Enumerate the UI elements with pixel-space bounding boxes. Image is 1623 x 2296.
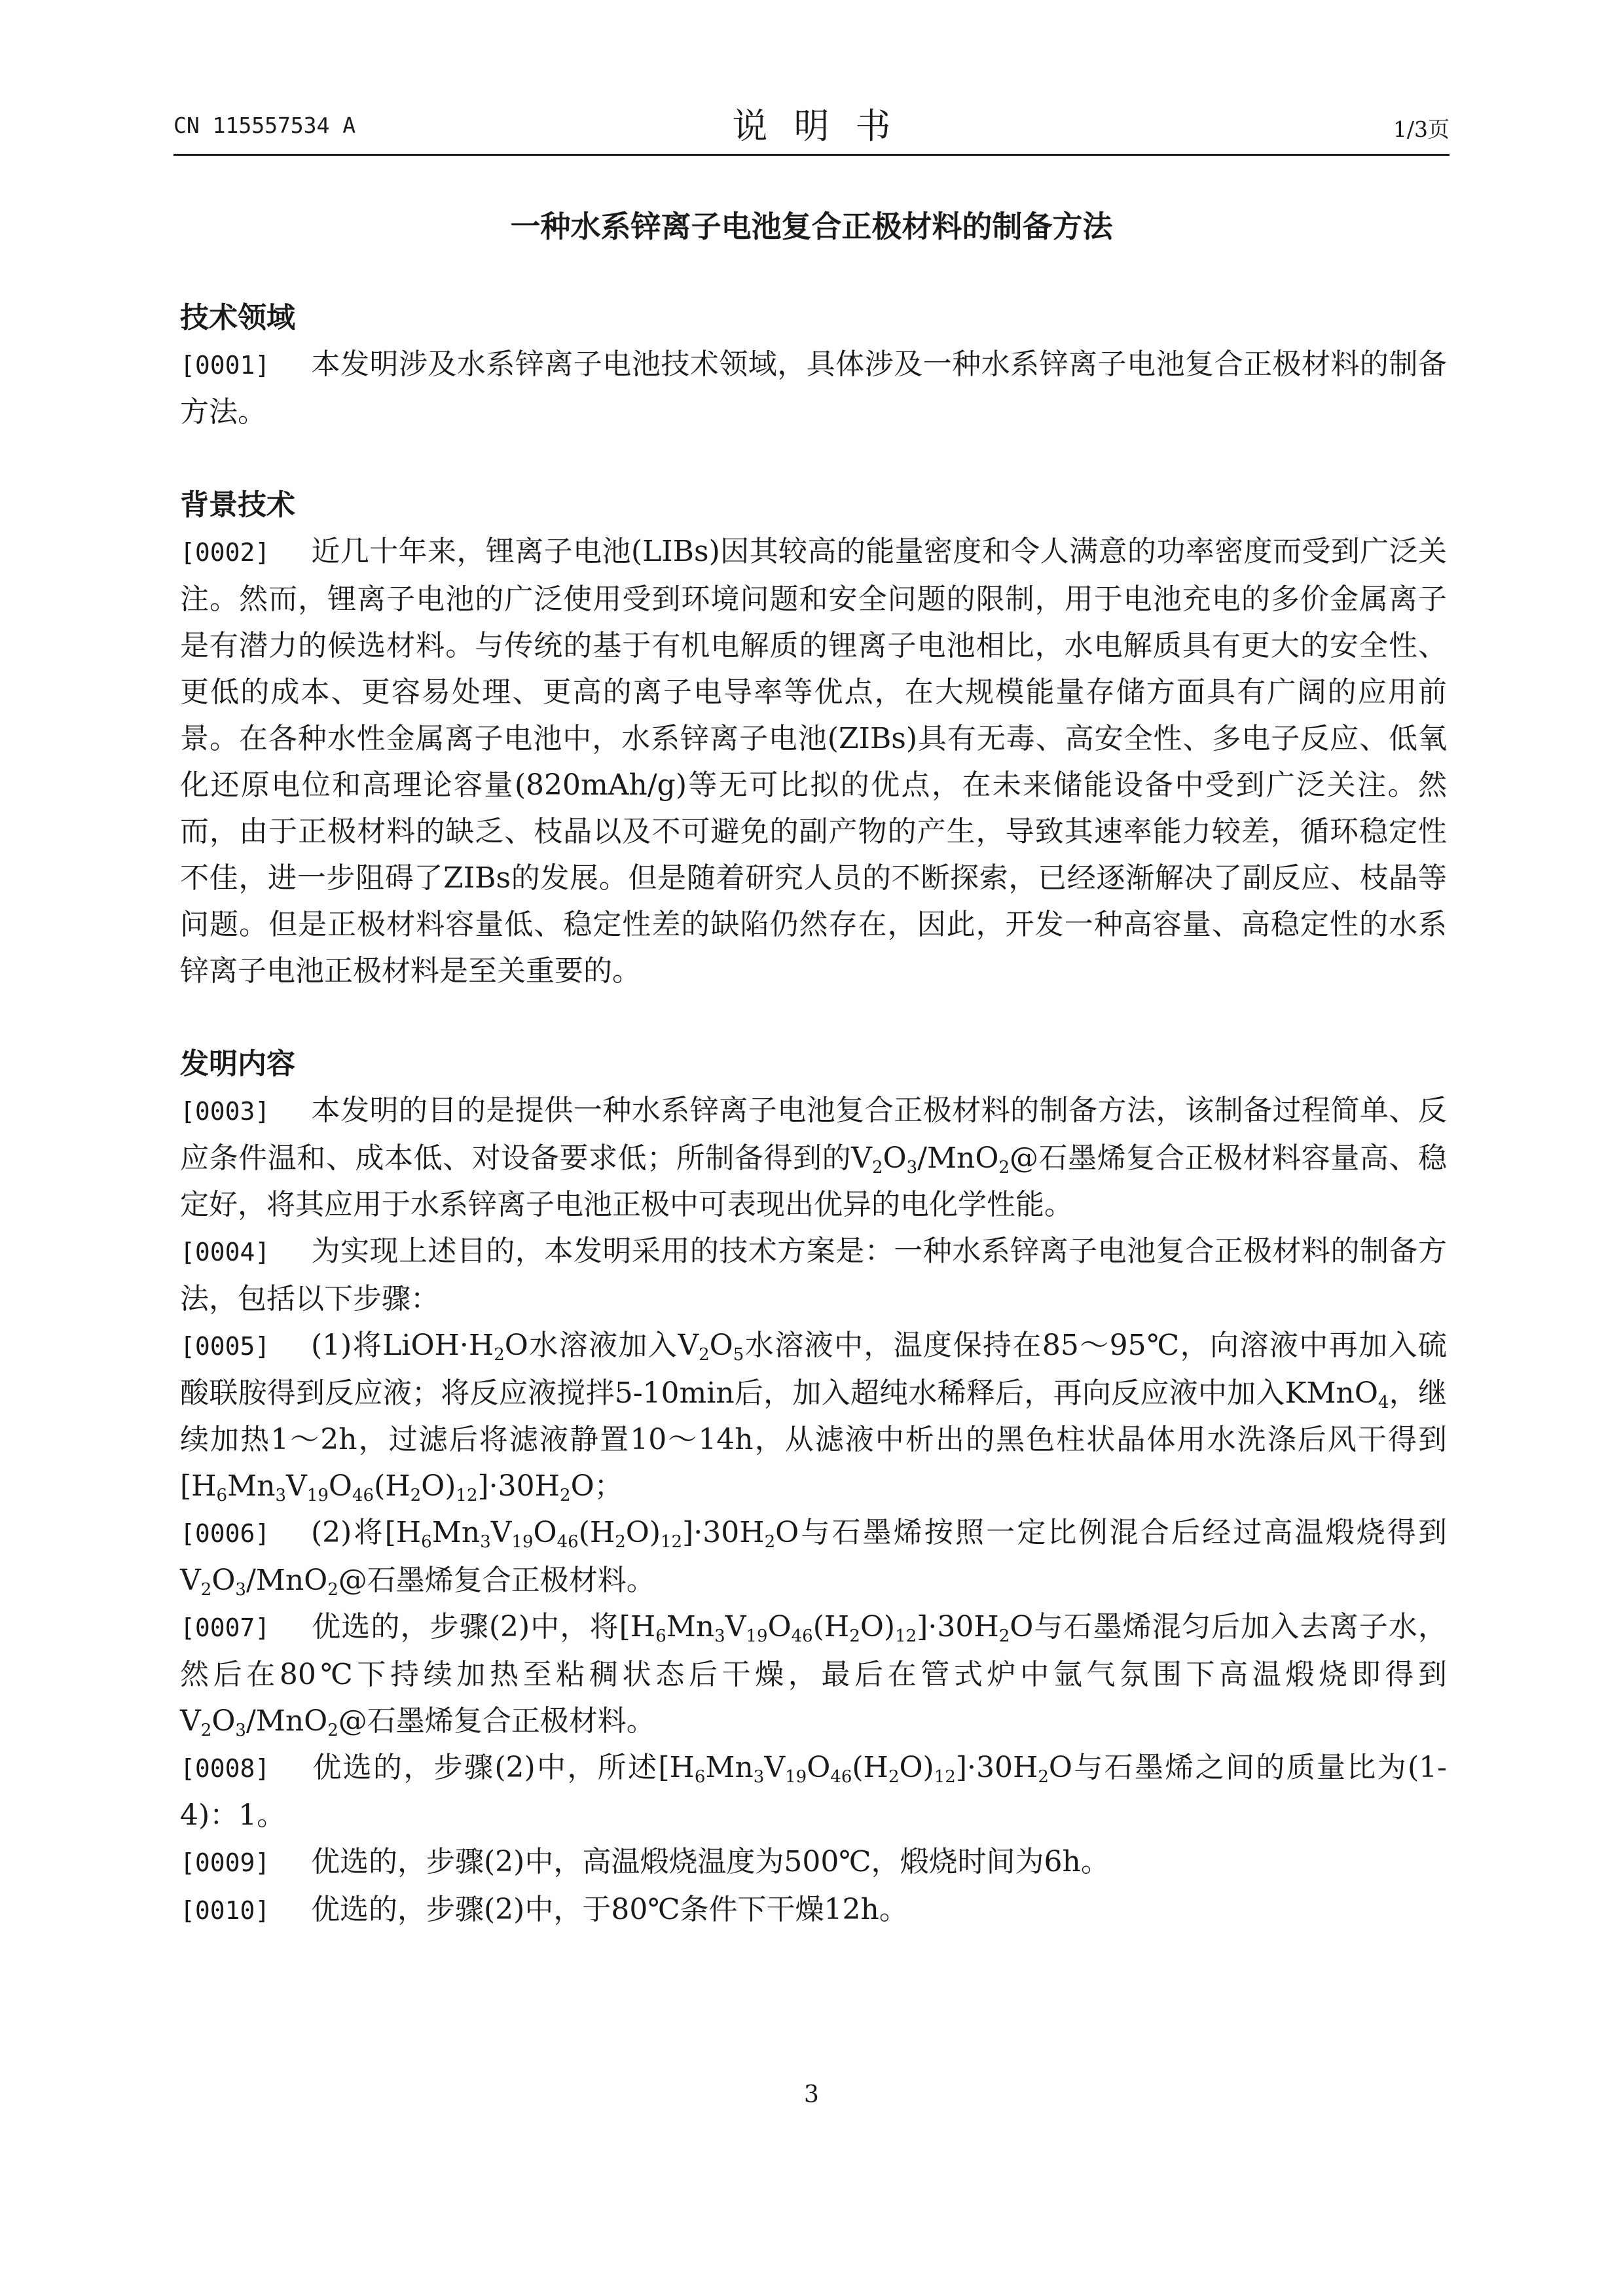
text-run: Mn bbox=[431, 1516, 481, 1549]
paragraph-0005 bbox=[180, 1322, 1447, 1509]
text-run: V bbox=[286, 1469, 307, 1503]
subscript: 12 bbox=[934, 1767, 956, 1787]
subscript: 2 bbox=[699, 1345, 710, 1365]
text-run: @石墨烯复合正极材料容量高、稳定好，将其应用于水系锌离子电池正极中可表现出优异的电化学性能。 bbox=[180, 1141, 1448, 1221]
text-run: Mn bbox=[666, 1610, 715, 1643]
text-run: /MnO bbox=[917, 1141, 999, 1175]
subscript: 6 bbox=[421, 1532, 432, 1552]
subscript: 2 bbox=[764, 1532, 776, 1552]
subscript: 46 bbox=[791, 1626, 813, 1646]
paragraph-0006 bbox=[180, 1509, 1447, 1604]
paragraph-number: [0009] bbox=[180, 1848, 270, 1877]
paragraph-text: 本发明涉及水系锌离子电池技术领域，具体涉及一种水系锌离子电池复合正极材料的制备方法。 bbox=[180, 348, 1447, 429]
text-run: O与石墨烯之间的质量比为(1-4)：1。 bbox=[180, 1751, 1447, 1832]
text-run: (H bbox=[852, 1751, 888, 1784]
subscript: 6 bbox=[216, 1486, 228, 1505]
paragraph-0007 bbox=[180, 1604, 1447, 1744]
text-run: O bbox=[709, 1329, 733, 1362]
text-run: O) bbox=[625, 1516, 661, 1549]
text-run: Mn bbox=[705, 1751, 754, 1784]
text-run: V bbox=[725, 1610, 746, 1643]
paragraph-number: [0004] bbox=[180, 1238, 270, 1266]
page-header bbox=[173, 98, 1450, 151]
text-run: O与石墨烯按照一定比例混合后经过高温煅烧得到V bbox=[180, 1516, 1447, 1597]
document-type: 说明书 bbox=[732, 105, 917, 147]
text-run: 优选的，步骤(2)中，将[H bbox=[311, 1610, 656, 1643]
paragraph-0004 bbox=[180, 1228, 1447, 1322]
section-heading-background: 背景技术 bbox=[180, 488, 295, 522]
paragraph-0009 bbox=[180, 1839, 1447, 1886]
subscript: 2 bbox=[615, 1532, 626, 1552]
subscript: 19 bbox=[306, 1486, 329, 1505]
section-heading-technical-field: 技术领域 bbox=[180, 301, 295, 334]
text-run: O bbox=[211, 1564, 236, 1597]
subscript: 12 bbox=[895, 1626, 917, 1646]
paragraph-text: 优选的，步骤(2)中，高温煅烧温度为500℃，煅烧时间为6h。 bbox=[311, 1845, 1110, 1878]
paragraph-text: 为实现上述目的，本发明采用的技术方案是：一种水系锌离子电池复合正极材料的制备方法，包括以下步骤： bbox=[180, 1234, 1447, 1316]
paragraph-0008 bbox=[180, 1744, 1447, 1839]
subscript: 3 bbox=[235, 1721, 246, 1740]
paragraph-number: [0007] bbox=[180, 1613, 270, 1642]
paragraph-0003 bbox=[180, 1087, 1447, 1228]
paragraph-number: [0006] bbox=[180, 1519, 270, 1548]
text-run: O) bbox=[899, 1751, 934, 1784]
paragraph-0010 bbox=[180, 1886, 1447, 1934]
subscript: 2 bbox=[327, 1721, 338, 1740]
subscript: 3 bbox=[906, 1158, 918, 1177]
subscript: 3 bbox=[275, 1486, 287, 1505]
paragraph-number: [0002] bbox=[180, 538, 270, 567]
text-run: 本发明的目的是提供一种水系锌离子电池复合正极材料的制备方法，该制备过程简单、反应条件温和、成本低、对设备要求低；所制备得到的V bbox=[180, 1094, 1447, 1175]
subscript: 46 bbox=[352, 1486, 374, 1505]
subscript: 2 bbox=[327, 1580, 338, 1600]
text-run: (H bbox=[812, 1610, 850, 1643]
text-run: (2)将[H bbox=[311, 1516, 422, 1549]
subscript: 5 bbox=[733, 1345, 744, 1365]
text-run: Mn bbox=[227, 1469, 276, 1503]
subscript: 19 bbox=[511, 1532, 534, 1552]
subscript: 46 bbox=[556, 1532, 579, 1552]
text-run: O) bbox=[860, 1610, 896, 1643]
text-run: ]·30H bbox=[917, 1610, 999, 1643]
subscript: 2 bbox=[560, 1486, 571, 1505]
subscript: 19 bbox=[785, 1767, 807, 1787]
text-run: (1)将LiOH·H bbox=[311, 1329, 494, 1362]
paragraph-number: [0008] bbox=[180, 1754, 270, 1783]
subscript: 2 bbox=[200, 1580, 212, 1600]
paragraph-text: 优选的，步骤(2)中，于80℃条件下干燥12h。 bbox=[311, 1893, 908, 1926]
subscript: 19 bbox=[746, 1626, 768, 1646]
subscript: 2 bbox=[849, 1626, 860, 1646]
paragraph-0001 bbox=[180, 341, 1447, 435]
subscript: 3 bbox=[714, 1626, 725, 1646]
subscript: 4 bbox=[1377, 1393, 1389, 1412]
text-run: O bbox=[533, 1516, 557, 1549]
text-run: 水溶液中，温度保持在85～95℃，向溶液中再加入硫酸联胺得到反应液；将反应液搅拌5-10min后，加入超纯水稀释后，再向反应液中加入KMnO bbox=[180, 1329, 1447, 1410]
subscript: 2 bbox=[871, 1158, 883, 1177]
text-run: ，继续加热1～2h，过滤后将滤液静置10～14h，从滤液中析出的黑色柱状晶体用水洗涤后风干得到[H bbox=[180, 1376, 1447, 1503]
text-run: O bbox=[883, 1141, 907, 1175]
text-run: O bbox=[211, 1704, 236, 1738]
subscript: 12 bbox=[456, 1486, 478, 1505]
paragraph-number: [0005] bbox=[180, 1332, 270, 1361]
text-run: O) bbox=[421, 1469, 456, 1503]
text-run: (H bbox=[578, 1516, 615, 1549]
subscript: 2 bbox=[998, 1626, 1010, 1646]
subscript: 2 bbox=[888, 1767, 900, 1787]
subscript: 2 bbox=[410, 1486, 422, 1505]
subscript: 3 bbox=[480, 1532, 491, 1552]
section-heading-invention: 发明内容 bbox=[180, 1047, 295, 1081]
paragraph-number: [0001] bbox=[180, 351, 270, 380]
text-run: ]·30H bbox=[955, 1751, 1038, 1784]
page-indicator: 1/3页 bbox=[1393, 117, 1450, 142]
subscript: 6 bbox=[655, 1626, 666, 1646]
subscript: 2 bbox=[200, 1721, 212, 1740]
text-run: O水溶液加入V bbox=[504, 1329, 699, 1362]
subscript: 3 bbox=[235, 1580, 246, 1600]
header-rule bbox=[173, 154, 1450, 156]
text-run: (H bbox=[374, 1469, 410, 1503]
subscript: 3 bbox=[753, 1767, 765, 1787]
page-number: 3 bbox=[804, 2081, 819, 2108]
text-run: O与石墨烯混匀后加入去离子水，然后在80℃下持续加热至粘稠状态后干燥，最后在管式炉中氩气氛围下高温煅烧即得到V bbox=[180, 1610, 1447, 1738]
text-run: ]·30H bbox=[682, 1516, 765, 1549]
text-run: O； bbox=[570, 1469, 623, 1503]
paragraph-number: [0010] bbox=[180, 1896, 270, 1925]
subscript: 2 bbox=[1038, 1767, 1049, 1787]
spacer bbox=[180, 435, 1447, 482]
paragraph-text: 近几十年来，锂离子电池(LIBs)因其较高的能量密度和令人满意的功率密度而受到广泛关注。然而，锂离子电池的广泛使用受到环境问题和安全问题的限制，用于电池充电的多价金属离子是有潜力的候选材料。与传统的基于有机电解质的锂离子电池相比，水电解质具有更大的安全性、更低的成本、更容易处理、更高的离子电导率等优点，在大规模能量存储方面具有广阔的应用前景。在各种水性金属离子电池中，水系锌离子电池(ZIBs)具有无毒、高安全性、多电子反应、低氧化还原电位和高理论容量(820mAh/g)等无可比拟的优点，在未来储能设备中受到广泛关注。然而，由于正极材料的缺乏、枝晶以及不可避免的副产物的产生，导致其速率能力较差，循环稳定性不佳，进一步阻碍了ZIBs的发展。但是随着研究人员的不断探索，已经逐渐解决了副反应、枝晶等问题。但是正极材料容量低、稳定性差的缺陷仍然存在，因此，开发一种高容量、高稳定性的水系锌离子电池正极材料是至关重要的。 bbox=[180, 535, 1447, 988]
text-run: ]·30H bbox=[477, 1469, 560, 1503]
text-run: @石墨烯复合正极材料。 bbox=[338, 1704, 655, 1738]
subscript: 2 bbox=[998, 1158, 1010, 1177]
document-title: 一种水系锌离子电池复合正极材料的制备方法 bbox=[510, 209, 1113, 244]
subscript: 6 bbox=[694, 1767, 706, 1787]
paragraph-number: [0003] bbox=[180, 1097, 270, 1126]
text-run: O bbox=[328, 1469, 352, 1503]
paragraph-0002 bbox=[180, 528, 1447, 994]
text-run: @石墨烯复合正极材料。 bbox=[338, 1564, 655, 1597]
text-run: /MnO bbox=[246, 1704, 328, 1738]
text-run: 优选的，步骤(2)中，所述[H bbox=[311, 1751, 695, 1784]
text-run: V bbox=[764, 1751, 786, 1784]
text-run: O bbox=[767, 1610, 792, 1643]
spacer bbox=[180, 994, 1447, 1041]
subscript: 46 bbox=[830, 1767, 852, 1787]
text-run: /MnO bbox=[246, 1564, 328, 1597]
text-run: O bbox=[807, 1751, 831, 1784]
publication-number: CN 115557534 A bbox=[173, 113, 356, 138]
subscript: 2 bbox=[494, 1345, 505, 1365]
text-run: V bbox=[490, 1516, 512, 1549]
subscript: 12 bbox=[661, 1532, 683, 1552]
document-body bbox=[180, 295, 1447, 1934]
